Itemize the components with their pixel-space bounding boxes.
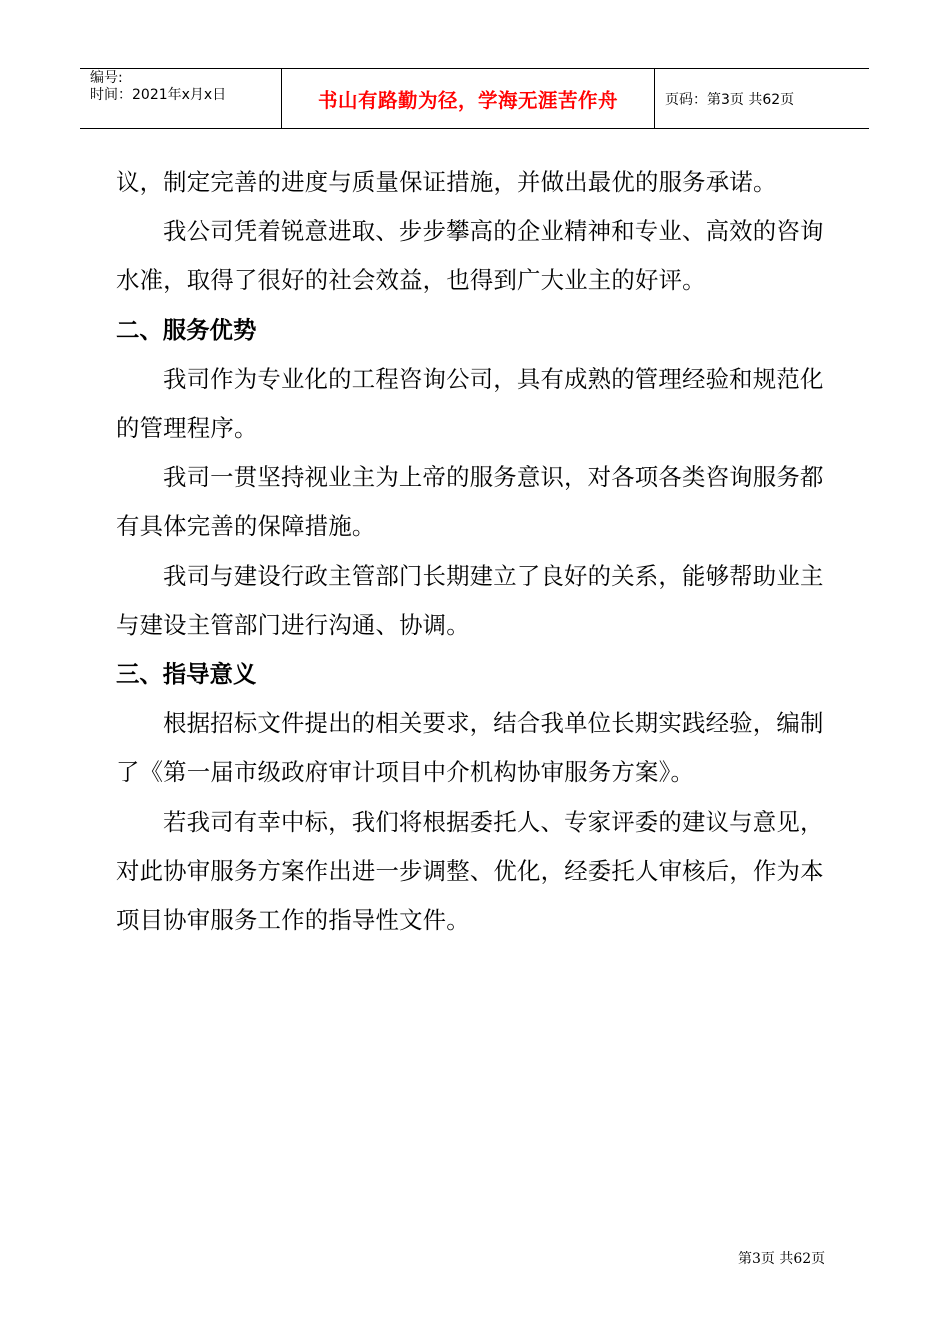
paragraph-guidance-basis: 根据招标文件提出的相关要求，结合我单位长期实践经验，编制了《第一届市级政府审计项目中介机构协审服务方案》。 bbox=[116, 709, 824, 787]
header-meta bbox=[80, 69, 281, 128]
page-footer: 第3页 共62页 bbox=[738, 1251, 826, 1267]
header-page-number: 页码：第3页 共62页 bbox=[665, 91, 795, 108]
page-header bbox=[80, 68, 869, 129]
section-heading-service-advantages: 二、服务优势 bbox=[116, 315, 257, 344]
header-motto-cell bbox=[281, 69, 655, 128]
header-page-cell bbox=[655, 69, 869, 128]
paragraph-advantage-professional: 我司作为专业化的工程咨询公司，具有成熟的管理经验和规范化的管理程序。 bbox=[116, 364, 824, 443]
paragraph-advantage-relations: 我司与建设行政主管部门长期建立了良好的关系，能够帮助业主与建设主管部门进行沟通、协调。 bbox=[116, 561, 824, 639]
header-motto: 书山有路勤为径，学海无涯苦作舟 bbox=[317, 88, 618, 112]
paragraph-continuation: 议，制定完善的进度与质量保证措施，并做出最优的服务承诺。 bbox=[116, 168, 777, 196]
document-date: 时间：2021年x月x日 bbox=[90, 87, 227, 103]
document-number-label: 编号: bbox=[90, 70, 123, 86]
section-heading-guidance: 三、指导意义 bbox=[116, 660, 257, 689]
paragraph-advantage-service: 我司一贯坚持视业主为上帝的服务意识，对各项各类咨询服务都有具体完善的保障措施。 bbox=[116, 463, 824, 541]
paragraph-company-reputation: 我公司凭着锐意进取、步步攀高的企业精神和专业、高效的咨询水准，取得了很好的社会效益，也得到广大业主的好评。 bbox=[116, 217, 824, 295]
paragraph-guidance-adjustment: 若我司有幸中标，我们将根据委托人、专家评委的建议与意见，对此协审服务方案作出进一步调整、优化，经委托人审核后，作为本项目协审服务工作的指导性文件。 bbox=[116, 807, 824, 935]
document-body bbox=[116, 158, 841, 945]
